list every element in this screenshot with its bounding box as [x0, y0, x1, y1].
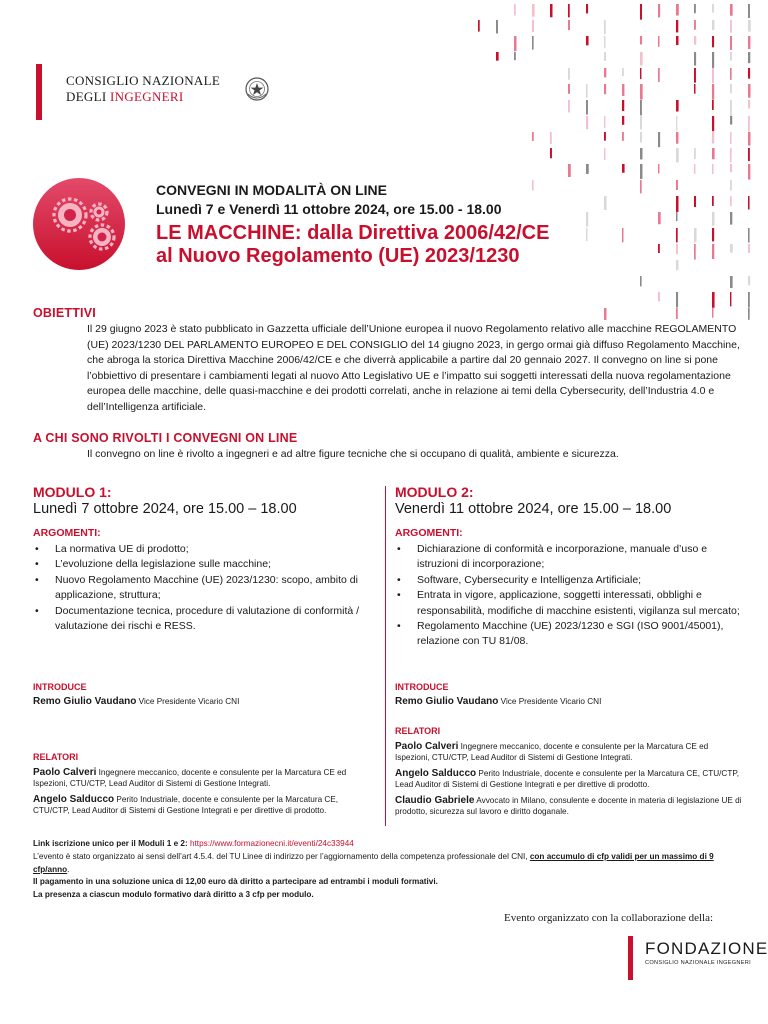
list-item: • Regolamento Macchine (UE) 2023/1230 e SGI (ISO 9001/45001), relazione con TU 81/08. [395, 619, 743, 650]
decor-mark [748, 292, 750, 308]
decor-mark [730, 4, 733, 16]
decor-mark [568, 164, 571, 177]
decor-mark [748, 276, 750, 285]
decor-mark [676, 116, 677, 131]
decor-mark [694, 4, 696, 13]
decor-mark [604, 84, 606, 94]
accreditation-line: L’evento è stato organizzato ai sensi dell’art 4.5.4. del TU Linee di indirizzo per l’aggiornamento della competenza professionale del CNI, con accumulo di cfp validi per un massimo di 9 cfp/anno. [33, 851, 714, 874]
decor-mark [748, 228, 750, 243]
decor-mark [604, 68, 606, 77]
fondazione-logo-subtitle: CONSIGLIO NAZIONALE INGEGNERI [645, 960, 751, 966]
event-kicker: CONVEGNI IN MODALITÀ ON LINE [156, 182, 387, 198]
decor-mark [694, 36, 696, 45]
decor-mark [694, 52, 696, 66]
module2-intro-person: Remo Giulio Vaudano Vice Presidente Vicario CNI [395, 696, 602, 707]
decor-mark [676, 244, 678, 254]
decor-mark [712, 4, 714, 13]
decor-mark [604, 148, 605, 160]
module1-intro-person: Remo Giulio Vaudano Vice Presidente Vicario CNI [33, 696, 240, 707]
decor-mark [658, 132, 660, 147]
decor-mark [676, 36, 679, 45]
decor-mark [622, 100, 624, 111]
column-divider [385, 486, 386, 826]
decor-mark [694, 84, 696, 94]
decor-mark [532, 180, 534, 191]
decor-mark [622, 228, 623, 242]
decor-mark [658, 4, 660, 17]
decor-mark [586, 100, 588, 115]
decor-mark [712, 196, 714, 206]
decor-mark [532, 132, 534, 141]
speaker-entry: Claudio Gabriele Avvocato in Milano, consulente e docente in materia di legislazione UE di prodotto, sicurezza sul lavoro e diritto doganale. [395, 795, 742, 816]
footer-note [33, 838, 733, 902]
decor-mark [712, 20, 714, 30]
decor-mark [712, 308, 713, 318]
decor-mark [568, 100, 570, 112]
decor-mark [550, 132, 552, 144]
list-item: • Entrata in vigore, applicazione, soggetti interessati, obblighi e responsabilità, modifiche di macchine esistenti, vigilanza sul mercato; [395, 588, 743, 619]
decor-mark [676, 180, 678, 190]
org-line-1: CONSIGLIO NAZIONALE [66, 73, 221, 88]
decor-mark [604, 52, 606, 61]
decor-mark [730, 36, 732, 50]
decor-mark [748, 84, 751, 98]
decor-mark [730, 180, 732, 191]
decor-mark [640, 36, 642, 44]
decor-mark [712, 148, 715, 159]
decor-mark [568, 20, 570, 30]
decor-mark [622, 164, 625, 173]
decor-mark [604, 36, 605, 48]
decor-mark [694, 244, 696, 260]
decor-mark [604, 196, 607, 210]
decor-mark [748, 132, 750, 146]
module2-topics-list [395, 542, 743, 650]
decor-mark [712, 244, 714, 259]
decor-mark [730, 244, 733, 253]
decor-mark [730, 84, 732, 93]
list-item: • Documentazione tecnica, procedure di valutazione di conformità / valutazione dei rischi e RESS. [33, 604, 363, 635]
decor-mark [748, 4, 750, 18]
decor-mark [694, 164, 695, 174]
decor-mark [730, 68, 732, 80]
decor-mark [550, 4, 552, 17]
decor-mark [694, 228, 697, 242]
decor-mark [496, 52, 499, 61]
decor-mark [694, 20, 696, 30]
fondazione-logo-bar [628, 936, 633, 980]
decor-mark [730, 164, 732, 172]
org-line-2: DEGLI INGEGNERI [66, 89, 184, 104]
decor-mark [676, 132, 678, 144]
decor-mark [730, 212, 732, 225]
decor-mark [568, 84, 570, 94]
module1-intro-heading: INTRODUCE [33, 682, 87, 692]
gears-icon [33, 178, 125, 270]
decor-mark [658, 244, 660, 253]
decor-mark [712, 228, 714, 241]
decor-mark [640, 132, 642, 142]
decor-mark [604, 132, 606, 141]
module2-speakers-heading: RELATORI [395, 726, 441, 736]
decor-mark [748, 100, 750, 108]
decor-mark [676, 260, 678, 270]
list-item: • La normativa UE di prodotto; [33, 542, 363, 557]
decor-mark [640, 276, 642, 286]
module1-speakers-heading: RELATORI [33, 752, 79, 762]
cni-logo-text [66, 73, 220, 105]
objectives-heading: OBIETTIVI [33, 306, 96, 320]
module2-intro-heading: INTRODUCE [395, 682, 449, 692]
fondazione-logo-name: FONDAZIONE [645, 939, 768, 958]
decor-mark [676, 308, 678, 319]
decor-mark [712, 100, 714, 110]
decor-mark [604, 116, 605, 128]
italian-republic-emblem-icon [244, 76, 270, 102]
list-item: • L’evoluzione della legislazione sulle macchine; [33, 557, 363, 572]
module2-topics-heading: ARGOMENTI: [395, 527, 463, 539]
decor-mark [712, 116, 714, 131]
decor-mark [640, 180, 642, 193]
decor-mark [658, 36, 659, 47]
decor-mark [748, 308, 750, 320]
list-item: • Nuovo Regolamento Macchine (UE) 2023/1230: scopo, ambito di applicazione, struttura; [33, 573, 363, 604]
decor-mark [640, 100, 642, 115]
module1-date: Lunedì 7 ottobre 2024, ore 15.00 – 18.00 [33, 501, 297, 517]
event-datetime: Lunedì 7 e Venerdì 11 ottobre 2024, ore 15.00 - 18.00 [156, 201, 502, 217]
decor-mark [676, 196, 679, 212]
decor-mark [604, 308, 606, 320]
decor-mark [640, 164, 642, 179]
decor-mark [676, 212, 677, 221]
decor-mark [622, 84, 624, 96]
decor-mark [748, 36, 750, 49]
decor-mark [586, 116, 588, 129]
decor-mark [550, 148, 552, 158]
decor-mark [532, 20, 534, 32]
decor-mark [568, 4, 570, 17]
decor-mark [496, 20, 498, 33]
decor-mark [712, 212, 715, 226]
decor-mark [748, 196, 750, 209]
decor-mark [730, 148, 732, 162]
speaker-entry: Angelo Salducco Perito Industriale, docente e consulente per la Marcatura CE, CTU/CTP, Lead Auditor di Sistemi di Gestione Integrati e per direttive di prodotto. [33, 794, 339, 815]
decor-mark [622, 68, 624, 76]
decor-mark [586, 36, 589, 45]
decor-mark [730, 196, 732, 206]
payment-line: Il pagamento in una soluzione unica di 12,00 euro dà diritto a partecipare ad entrambi i moduli formativi. [33, 877, 438, 887]
speaker-entry: Paolo Calveri Ingegnere meccanico, docente e consulente per la Marcatura CE ed Ispezioni, CTU/CTP, Lead Auditor di Sistemi di Gestione Integrati. [395, 741, 709, 762]
decor-mark [748, 20, 751, 32]
decor-mark [622, 116, 624, 125]
decor-mark [748, 52, 750, 63]
audience-text: Il convegno on line è rivolto a ingegneri e ad altre figure tecniche che si occupano di qualità, ambiente e sicurezza. [87, 448, 619, 460]
decor-mark [748, 68, 750, 79]
decor-mark [586, 228, 588, 241]
title-line-1: LE MACCHINE: dalla Direttiva 2006/42/CE [156, 222, 550, 244]
decor-mark [532, 4, 535, 17]
decor-mark [748, 116, 750, 132]
decor-mark [604, 20, 606, 34]
module2-date: Venerdì 11 ottobre 2024, ore 15.00 – 18.00 [395, 501, 672, 517]
decor-mark [676, 4, 679, 16]
decor-mark [514, 4, 516, 16]
decor-mark [586, 164, 589, 174]
decor-mark [712, 52, 714, 68]
decor-mark [730, 132, 732, 144]
decor-mark [730, 116, 732, 125]
decor-mark [478, 20, 480, 32]
decor-mark [586, 4, 588, 13]
decor-mark [748, 164, 750, 180]
decor-mark [568, 68, 570, 80]
decor-mark [676, 20, 678, 32]
decor-mark [622, 132, 624, 141]
decor-mark [640, 52, 643, 65]
decor-mark [730, 292, 731, 306]
list-item: • Software, Cybersecurity e Intelligenza Artificiale; [395, 573, 743, 588]
event-title [156, 222, 549, 268]
module1-heading: MODULO 1: [33, 484, 112, 500]
module1-topics-heading: ARGOMENTI: [33, 527, 101, 539]
list-item: • Dichiarazione di conformità e incorporazione, manuale d’uso e istruzioni di incorporazione; [395, 542, 743, 573]
decor-mark [676, 292, 678, 308]
decorative-pattern [470, 0, 768, 330]
title-line-2: al Nuovo Regolamento (UE) 2023/1230 [156, 245, 520, 267]
decor-mark [640, 68, 641, 79]
objectives-text: Il 29 giugno 2023 è stato pubblicato in Gazzetta ufficiale dell’Unione europea il nuovo Regolamento relativo alle macchine REGOLAMENTO (UE) 2023/1230 DEL PARLAMENTO EUROPEO E DEL CONSIGLIO del 14 giugno 2023, in gergo ormai già diffuso Regolamento Macchine, che abroga la storica Direttiva Macchine 2006/42/CE e che diverrà applicabile a partire dal 20 gennaio 2027. Il convegno on line si pone l’obbiettivo di presentare i cambiamenti legati al nuovo Atto Legislativo UE e l’impatto sui soggetti interessati della nuova regolamentazione europea delle macchine, delle quasi-macchine e dei prodotti correlati, anche in relazione ai temi della Cybersecurity, dell’Industria 4.0 e dell’Intelligenza artificiale. [87, 323, 740, 413]
decor-mark [640, 116, 642, 129]
registration-link[interactable]: https://www.formazionecni.it/eventi/24c33944 [189, 839, 354, 848]
decor-mark [658, 212, 661, 224]
decor-mark [640, 148, 643, 159]
collaboration-text: Evento organizzato con la collaborazione della: [504, 912, 714, 924]
decor-mark [676, 148, 679, 162]
decor-mark [514, 52, 516, 60]
decor-mark [730, 100, 732, 116]
decor-mark [676, 100, 679, 112]
decor-mark [658, 68, 660, 82]
decor-mark [532, 36, 534, 50]
decor-mark [712, 164, 714, 174]
decor-mark [748, 148, 750, 161]
module2-heading: MODULO 2: [395, 484, 474, 500]
decor-mark [676, 228, 678, 242]
decor-mark [730, 20, 732, 33]
cni-logo-bar [36, 64, 42, 120]
decor-mark [712, 84, 714, 100]
decor-mark [712, 68, 714, 83]
speaker-entry: Angelo Salducco Perito Industriale, docente e consulente per la Marcatura CE, CTU/CTP, Lead Auditor di Sistemi di Gestione Integrati e per direttive di prodotto. [395, 768, 740, 789]
decor-mark [730, 276, 733, 288]
decor-mark [712, 132, 714, 143]
decor-mark [640, 4, 642, 20]
decor-mark [658, 292, 660, 301]
registration-line: Link iscrizione unico per il Moduli 1 e 2: https://www.formazionecni.it/eventi/24c33944 [33, 839, 354, 848]
decor-mark [712, 36, 714, 47]
decor-mark [694, 196, 696, 207]
module1-topics-list [33, 542, 363, 634]
decor-mark [730, 52, 732, 61]
decor-mark [694, 68, 696, 83]
credits-line: La presenza a ciascun modulo formativo darà diritto a 3 cfp per modulo. [33, 890, 314, 900]
decor-mark [586, 84, 588, 98]
audience-heading: A CHI SONO RIVOLTI I CONVEGNI ON LINE [33, 431, 298, 445]
decor-mark [514, 36, 517, 51]
decor-mark [712, 292, 715, 308]
decor-mark [586, 212, 588, 227]
decor-mark [658, 164, 659, 173]
speaker-entry: Paolo Calveri Ingegnere meccanico, docente e consulente per la Marcatura CE ed Ispezioni, CTU/CTP, Lead Auditor di Sistemi di Gestione Integrati. [33, 767, 347, 788]
decor-mark [694, 148, 696, 159]
decor-mark [640, 84, 643, 100]
decor-mark [748, 244, 750, 253]
